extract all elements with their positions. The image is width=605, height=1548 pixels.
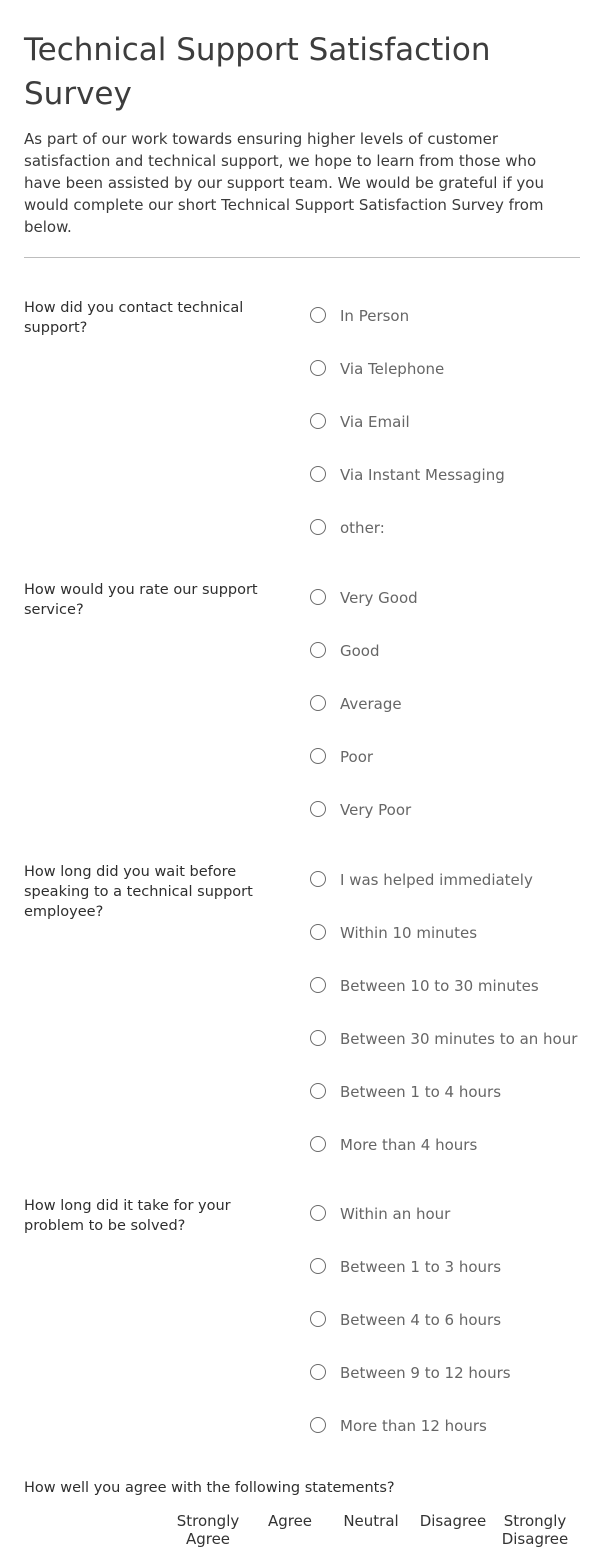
matrix-column-header: Disagree <box>419 1512 487 1530</box>
radio-button[interactable] <box>310 977 326 993</box>
radio-option[interactable] <box>310 307 600 360</box>
radio-option[interactable] <box>310 1136 600 1189</box>
radio-option[interactable] <box>310 977 600 1030</box>
radio-option-label: Via Email <box>340 413 410 431</box>
radio-button[interactable] <box>310 871 326 887</box>
question-label: How long did you wait before speaking to a technical support employee? <box>24 864 253 920</box>
radio-button[interactable] <box>310 1136 326 1152</box>
radio-button[interactable] <box>310 589 326 605</box>
radio-button[interactable] <box>310 748 326 764</box>
radio-option-label: Within 10 minutes <box>340 924 478 942</box>
survey-intro: As part of our work towards ensuring higher levels of customer satisfaction and technical support, we hope to learn from those who have been assisted by our support team. We would be grateful if you would complete our short Technical Support Satisfaction Survey from below. <box>24 130 544 236</box>
radio-option[interactable] <box>310 801 600 854</box>
radio-option[interactable] <box>310 1364 600 1417</box>
radio-option-label: I was helped immediately <box>340 871 533 889</box>
question-agreement-matrix <box>24 1478 584 1548</box>
radio-option[interactable] <box>310 589 600 642</box>
radio-option[interactable] <box>310 519 600 572</box>
radio-button[interactable] <box>310 1311 326 1327</box>
radio-option-label: Very Poor <box>340 801 412 819</box>
question-label: How long did it take for your problem to be solved? <box>24 1198 231 1234</box>
radio-group <box>310 1205 600 1470</box>
radio-option[interactable] <box>310 871 600 924</box>
survey-header <box>24 28 584 238</box>
radio-option-label: Very Good <box>340 589 418 607</box>
radio-button[interactable] <box>310 924 326 940</box>
radio-group <box>310 871 600 1189</box>
radio-option[interactable] <box>310 924 600 977</box>
radio-option-label: Between 10 to 30 minutes <box>340 977 539 995</box>
question-label: How well you agree with the following statements? <box>24 1480 395 1496</box>
radio-group <box>310 307 600 572</box>
radio-option-label: More than 4 hours <box>340 1136 478 1154</box>
radio-button[interactable] <box>310 1364 326 1380</box>
radio-option[interactable] <box>310 1030 600 1083</box>
matrix-column-header: Neutral <box>343 1512 399 1530</box>
radio-option-label: Between 1 to 4 hours <box>340 1083 502 1101</box>
radio-option[interactable] <box>310 360 600 413</box>
radio-option-label: Via Instant Messaging <box>340 466 505 484</box>
radio-option[interactable] <box>310 1083 600 1136</box>
radio-option-label: other: <box>340 519 385 537</box>
radio-button[interactable] <box>310 695 326 711</box>
radio-button[interactable] <box>310 413 326 429</box>
matrix-column-header: Strongly Disagree <box>501 1512 569 1548</box>
radio-option-label: More than 12 hours <box>340 1417 487 1435</box>
radio-option[interactable] <box>310 642 600 695</box>
radio-button[interactable] <box>310 1258 326 1274</box>
radio-option-label: Good <box>340 642 380 660</box>
radio-button[interactable] <box>310 1030 326 1046</box>
matrix-column-headers <box>24 1512 584 1548</box>
radio-button[interactable] <box>310 466 326 482</box>
radio-option-label: Between 4 to 6 hours <box>340 1311 502 1329</box>
radio-option-label: Poor <box>340 748 374 766</box>
radio-option-label: In Person <box>340 307 410 325</box>
matrix-column-header: Agree <box>267 1512 313 1530</box>
radio-group <box>310 589 600 854</box>
radio-option-label: Via Telephone <box>340 360 445 378</box>
radio-option[interactable] <box>310 1205 600 1258</box>
radio-option[interactable] <box>310 1258 600 1311</box>
page-title: Technical Support Satisfaction Survey <box>24 32 491 112</box>
radio-option-label: Between 9 to 12 hours <box>340 1364 511 1382</box>
radio-button[interactable] <box>310 360 326 376</box>
radio-option-label: Average <box>340 695 402 713</box>
radio-button[interactable] <box>310 1083 326 1099</box>
radio-option[interactable] <box>310 413 600 466</box>
matrix-column-header: Strongly Agree <box>176 1512 240 1548</box>
radio-button[interactable] <box>310 307 326 323</box>
radio-option-label: Between 1 to 3 hours <box>340 1258 502 1276</box>
radio-option[interactable] <box>310 748 600 801</box>
question-label: How would you rate our support service? <box>24 582 258 618</box>
radio-button[interactable] <box>310 1417 326 1433</box>
question-label: How did you contact technical support? <box>24 300 244 336</box>
divider <box>24 257 580 258</box>
radio-button[interactable] <box>310 801 326 817</box>
radio-option-label: Between 30 minutes to an hour <box>340 1030 578 1048</box>
radio-button[interactable] <box>310 519 326 535</box>
radio-option[interactable] <box>310 466 600 519</box>
radio-option-label: Within an hour <box>340 1205 451 1223</box>
radio-button[interactable] <box>310 1205 326 1221</box>
radio-option[interactable] <box>310 1417 600 1470</box>
radio-button[interactable] <box>310 642 326 658</box>
radio-option[interactable] <box>310 695 600 748</box>
radio-option[interactable] <box>310 1311 600 1364</box>
